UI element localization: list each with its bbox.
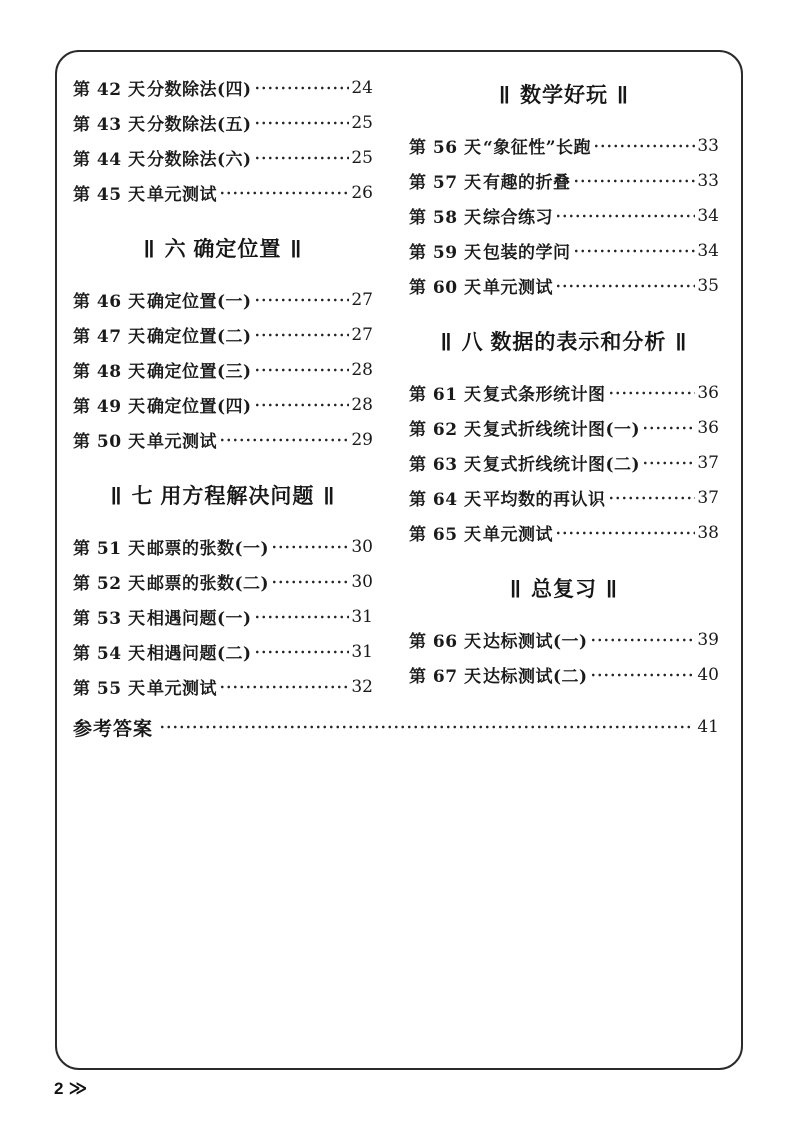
toc-entry — [73, 105, 373, 140]
toc-entry-title: 分数除法(四) — [147, 80, 252, 100]
toc-entry — [409, 233, 719, 268]
section-header — [73, 236, 373, 264]
toc-entry — [409, 622, 719, 657]
toc-entry-title: 综合练习 — [483, 208, 553, 228]
toc-entry-day: 第 54 天 — [73, 644, 146, 664]
toc-entry — [409, 375, 719, 410]
toc-entry-day: 第 42 天 — [73, 80, 146, 100]
toc-entry-page: 33 — [697, 170, 719, 191]
toc-entry-page: 36 — [697, 382, 719, 403]
section-header — [409, 82, 719, 110]
dot-leader — [555, 526, 695, 540]
toc-entry-day: 第 58 天 — [409, 208, 482, 228]
toc-entry-page: 35 — [697, 275, 719, 296]
toc-entry-page: 30 — [351, 571, 373, 592]
toc-entry-page: 31 — [351, 606, 373, 627]
dot-leader — [254, 398, 350, 412]
toc-entry-day: 第 59 天 — [409, 243, 482, 263]
toc-entry-page: 25 — [351, 147, 373, 168]
section-bar-icon: ‖ — [499, 81, 511, 110]
toc-entry — [73, 634, 373, 669]
dot-leader — [159, 720, 693, 734]
toc-entry-day: 第 46 天 — [73, 292, 146, 312]
toc-entry — [409, 268, 719, 303]
dot-leader — [254, 293, 350, 307]
toc-entry — [73, 529, 373, 564]
toc-entry-page: 30 — [351, 536, 373, 557]
toc-entry-title: 单元测试 — [147, 679, 217, 699]
toc-entry-page: 34 — [697, 240, 719, 261]
footer-page-number: 2 — [54, 1078, 64, 1098]
section-bar-icon: ‖ — [110, 482, 123, 511]
dot-leader — [254, 645, 350, 659]
section-header-label: 七 用方程解决问题 — [131, 485, 315, 508]
dot-leader — [555, 209, 695, 223]
toc-entry-title: 确定位置(四) — [147, 397, 252, 417]
toc-block — [409, 303, 719, 550]
toc-block — [73, 210, 373, 457]
toc-entry-page: 37 — [697, 452, 719, 473]
toc-entry-day: 第 60 天 — [409, 278, 482, 298]
toc-entry-day: 第 63 天 — [409, 455, 482, 475]
toc-entry-title: 分数除法(五) — [147, 115, 252, 135]
toc-block — [73, 457, 373, 704]
dot-leader — [254, 328, 350, 342]
toc-entry-day: 第 45 天 — [73, 185, 146, 205]
toc-entry-day: 第 49 天 — [73, 397, 146, 417]
section-bar-icon: ‖ — [510, 575, 522, 604]
dot-leader — [593, 139, 695, 153]
toc-entry-day: 第 62 天 — [409, 420, 482, 440]
toc-entry-title: 包装的学问 — [483, 243, 571, 263]
toc-entry-day: 第 56 天 — [409, 138, 482, 158]
toc-entry-page: 29 — [351, 429, 373, 450]
dot-leader — [254, 116, 350, 130]
toc-entry — [409, 410, 719, 445]
toc-entry-day: 第 50 天 — [73, 432, 146, 452]
dot-leader — [608, 386, 696, 400]
toc-block — [409, 70, 719, 303]
dot-leader — [642, 456, 695, 470]
toc-entry-title: 确定位置(三) — [147, 362, 252, 382]
toc-entry — [73, 70, 373, 105]
dot-leader — [642, 421, 695, 435]
toc-entry — [73, 282, 373, 317]
toc-block — [73, 70, 373, 210]
toc-entry-day: 第 43 天 — [73, 115, 146, 135]
toc-entry-title: 达标测试(二) — [483, 667, 588, 687]
toc-entry — [73, 387, 373, 422]
section-header — [409, 576, 719, 604]
toc-entry-title: 单元测试 — [483, 278, 553, 298]
toc-entry — [73, 352, 373, 387]
toc-entry-day: 第 57 天 — [409, 173, 482, 193]
toc-entry-day: 第 51 天 — [73, 539, 146, 559]
toc-entry-title: 达标测试(一) — [483, 632, 588, 652]
toc-entry-day: 第 47 天 — [73, 327, 146, 347]
toc-entry-page: 38 — [697, 522, 719, 543]
dot-leader — [555, 279, 695, 293]
toc-entry-page: 33 — [697, 135, 719, 156]
toc-entry — [73, 140, 373, 175]
toc-entry-page: 40 — [697, 664, 719, 685]
toc-entry-page: 36 — [697, 417, 719, 438]
dot-leader — [254, 151, 350, 165]
toc-entry-day: 第 65 天 — [409, 525, 482, 545]
section-header — [73, 483, 373, 511]
toc-entry-page: 27 — [351, 324, 373, 345]
section-header — [409, 329, 719, 357]
dot-leader — [254, 610, 350, 624]
toc-entry-title: 复式条形统计图 — [483, 385, 606, 405]
dot-leader — [608, 491, 696, 505]
dot-leader — [573, 174, 696, 188]
footer-chevrons-icon: ≫ — [68, 1078, 88, 1098]
toc-entry-page: 26 — [351, 182, 373, 203]
toc-columns — [73, 70, 719, 704]
dot-leader — [254, 363, 350, 377]
answers-page-number: 41 — [697, 717, 719, 737]
toc-entry-title: 分数除法(六) — [147, 150, 252, 170]
toc-entry — [73, 317, 373, 352]
toc-entry-day: 第 52 天 — [73, 574, 146, 594]
toc-entry-title: 相遇问题(一) — [147, 609, 252, 629]
section-header-label: 数学好玩 — [520, 84, 608, 107]
toc-entry — [73, 669, 373, 704]
section-bar-icon: ‖ — [323, 482, 336, 511]
answers-entry — [73, 712, 719, 742]
toc-entry-page: 32 — [351, 676, 373, 697]
toc-entry-title: 复式折线统计图(一) — [483, 420, 641, 440]
toc-entry-title: 单元测试 — [147, 432, 217, 452]
toc-entry-title: 邮票的张数(一) — [147, 539, 270, 559]
toc-entry — [73, 599, 373, 634]
toc-column-left — [73, 70, 373, 704]
toc-entry — [409, 657, 719, 692]
section-bar-icon: ‖ — [617, 81, 629, 110]
answers-title: 参考答案 — [73, 718, 154, 740]
section-bar-icon: ‖ — [606, 575, 618, 604]
toc-entry — [409, 128, 719, 163]
toc-entry-title: 有趣的折叠 — [483, 173, 571, 193]
toc-entry-page: 31 — [351, 641, 373, 662]
dot-leader — [573, 244, 696, 258]
section-header-label: 六 确定位置 — [164, 238, 282, 261]
toc-entry-day: 第 53 天 — [73, 609, 146, 629]
toc-entry — [73, 422, 373, 457]
dot-leader — [219, 433, 349, 447]
section-bar-icon: ‖ — [675, 328, 688, 357]
toc-entry-title: 邮票的张数(二) — [147, 574, 270, 594]
dot-leader — [590, 633, 696, 647]
toc-column-right — [409, 70, 719, 692]
toc-entry-title: “象征性”长跑 — [483, 138, 592, 158]
toc-entry-title: 确定位置(一) — [147, 292, 252, 312]
toc-block — [409, 550, 719, 692]
toc-entry-day: 第 67 天 — [409, 667, 482, 687]
toc-entry — [73, 564, 373, 599]
toc-entry-title: 单元测试 — [147, 185, 217, 205]
dot-leader — [219, 186, 349, 200]
toc-entry-page: 34 — [697, 205, 719, 226]
toc-entry — [409, 480, 719, 515]
toc-entry-page: 37 — [697, 487, 719, 508]
toc-entry-page: 24 — [351, 77, 373, 98]
section-header-label: 总复习 — [531, 578, 597, 601]
section-bar-icon: ‖ — [143, 235, 156, 264]
section-bar-icon: ‖ — [440, 328, 453, 357]
toc-entry-title: 复式折线统计图(二) — [483, 455, 641, 475]
toc-entry-day: 第 64 天 — [409, 490, 482, 510]
toc-entry-page: 25 — [351, 112, 373, 133]
toc-entry-page: 27 — [351, 289, 373, 310]
dot-leader — [254, 81, 350, 95]
toc-entry-day: 第 44 天 — [73, 150, 146, 170]
toc-entry-title: 相遇问题(二) — [147, 644, 252, 664]
toc-entry-page: 28 — [351, 359, 373, 380]
toc-entry-page: 39 — [697, 629, 719, 650]
toc-entry — [409, 515, 719, 550]
dot-leader — [271, 540, 349, 554]
toc-entry-title: 单元测试 — [483, 525, 553, 545]
toc-entry-day: 第 48 天 — [73, 362, 146, 382]
toc-entry — [409, 198, 719, 233]
section-bar-icon: ‖ — [290, 235, 303, 264]
page-footer — [54, 1078, 87, 1099]
toc-entry — [73, 175, 373, 210]
toc-frame — [55, 50, 743, 1070]
dot-leader — [271, 575, 349, 589]
toc-entry-title: 平均数的再认识 — [483, 490, 606, 510]
toc-entry — [409, 445, 719, 480]
dot-leader — [219, 680, 349, 694]
toc-entry — [409, 163, 719, 198]
toc-entry-day: 第 66 天 — [409, 632, 482, 652]
section-header-label: 八 数据的表示和分析 — [461, 331, 667, 354]
toc-entry-title: 确定位置(二) — [147, 327, 252, 347]
toc-entry-day: 第 61 天 — [409, 385, 482, 405]
toc-entry-day: 第 55 天 — [73, 679, 146, 699]
dot-leader — [590, 668, 696, 682]
toc-entry-page: 28 — [351, 394, 373, 415]
